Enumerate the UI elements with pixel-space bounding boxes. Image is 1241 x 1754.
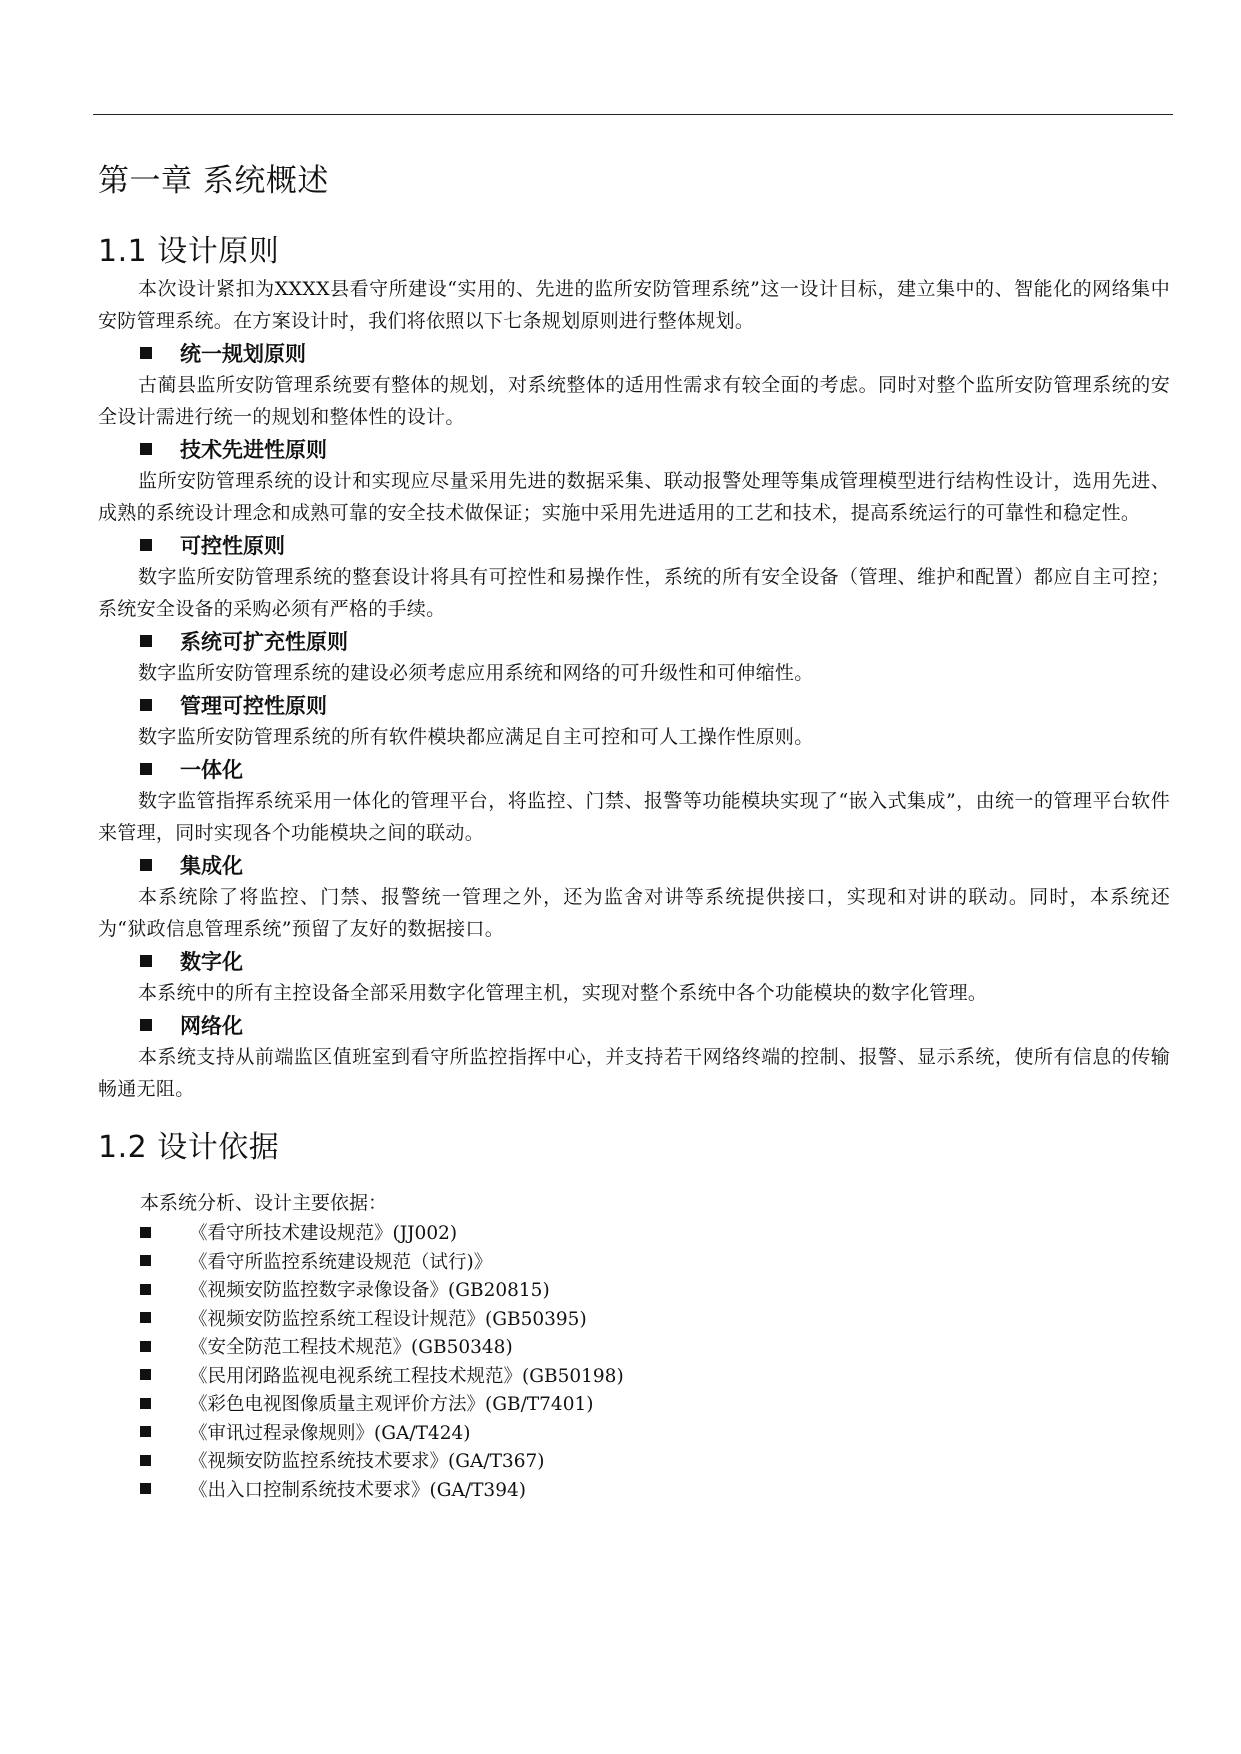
section-1-1-intro: 本次设计紧扣为XXXX县看守所建设“实用的、先进的监所安防管理系统”这一设计目标，建立集中的、智能化的网络集中安防管理系统。在方案设计时，我们将依照以下七条规划原则进行整体规划。: [98, 278, 1170, 332]
square-bullet-icon: [140, 1398, 151, 1409]
principle-heading-text: 技术先进性原则: [180, 438, 327, 462]
principle-item: [98, 689, 1170, 753]
square-bullet-icon: [140, 1369, 151, 1380]
reference-item: [98, 1332, 1170, 1361]
square-bullet-icon: [140, 955, 152, 967]
section-1-1-title: 1.1 设计原则: [98, 234, 280, 269]
principle-heading-text: 系统可扩充性原则: [180, 630, 348, 654]
reference-item: [98, 1218, 1170, 1247]
principle-item: [98, 529, 1170, 625]
principle-heading: [140, 753, 1170, 785]
reference-text: 《视频安防监控系统工程设计规范》(GB50395): [189, 1308, 587, 1330]
principle-heading: [140, 1009, 1170, 1041]
principle-text: 本系统支持从前端监区值班室到看守所监控指挥中心，并支持若干网络终端的控制、报警、显示系统，使所有信息的传输畅通无阻。: [98, 1046, 1170, 1100]
square-bullet-icon: [140, 1019, 152, 1031]
header-rule: [93, 114, 1173, 115]
square-bullet-icon: [140, 443, 152, 455]
square-bullet-icon: [140, 763, 152, 775]
principle-heading: [140, 849, 1170, 881]
principle-heading-text: 数字化: [180, 950, 243, 974]
square-bullet-icon: [140, 1455, 151, 1466]
principle-heading-text: 一体化: [180, 758, 243, 782]
document-body: [98, 160, 1170, 1503]
principle-heading-text: 管理可控性原则: [180, 694, 327, 718]
reference-item: [98, 1361, 1170, 1390]
principle-heading: [140, 529, 1170, 561]
reference-item: [98, 1247, 1170, 1276]
reference-text: 《视频安防监控系统技术要求》(GA/T367): [189, 1451, 545, 1473]
section-1-2-intro: 本系统分析、设计主要依据：: [140, 1192, 388, 1214]
principle-item: [98, 625, 1170, 689]
reference-text: 《看守所技术建设规范》(JJ002): [189, 1223, 458, 1245]
reference-item: [98, 1304, 1170, 1333]
reference-item: [98, 1389, 1170, 1418]
principle-heading: [140, 433, 1170, 465]
reference-text: 《安全防范工程技术规范》(GB50348): [189, 1337, 513, 1359]
principle-heading-text: 网络化: [180, 1014, 243, 1038]
principle-item: [98, 753, 1170, 849]
principle-heading-text: 统一规划原则: [180, 342, 306, 366]
reference-item: [98, 1418, 1170, 1447]
reference-text: 《彩色电视图像质量主观评价方法》(GB/T7401): [189, 1394, 594, 1416]
square-bullet-icon: [140, 1227, 151, 1238]
principle-item: [98, 337, 1170, 433]
reference-text: 《看守所监控系统建设规范（试行)》: [189, 1251, 493, 1273]
principle-item: [98, 433, 1170, 529]
reference-item: [98, 1475, 1170, 1504]
section-1-2-title: 1.2 设计依据: [98, 1130, 280, 1165]
square-bullet-icon: [140, 635, 152, 647]
principle-heading: [140, 689, 1170, 721]
square-bullet-icon: [140, 699, 152, 711]
reference-text: 《视频安防监控数字录像设备》(GB20815): [189, 1280, 550, 1302]
square-bullet-icon: [140, 1426, 151, 1437]
reference-list: [98, 1218, 1170, 1503]
principle-text: 古蔺县监所安防管理系统要有整体的规划，对系统整体的适用性需求有较全面的考虑。同时对整个监所安防管理系统的安全设计需进行统一的规划和整体性的设计。: [98, 374, 1170, 428]
principle-heading: [140, 337, 1170, 369]
principle-text: 数字监所安防管理系统的所有软件模块都应满足自主可控和可人工操作性原则。: [138, 726, 814, 748]
principle-text: 数字监所安防管理系统的整套设计将具有可控性和易操作性，系统的所有安全设备（管理、维护和配置）都应自主可控；系统安全设备的采购必须有严格的手续。: [98, 566, 1170, 620]
reference-text: 《出入口控制系统技术要求》(GA/T394): [189, 1479, 526, 1501]
principle-item: [98, 849, 1170, 945]
chapter-title: 第一章 系统概述: [98, 163, 329, 199]
reference-text: 《民用闭路监视电视系统工程技术规范》(GB50198): [189, 1365, 624, 1387]
square-bullet-icon: [140, 1255, 151, 1266]
principle-text: 本系统中的所有主控设备全部采用数字化管理主机，实现对整个系统中各个功能模块的数字化管理。: [138, 982, 988, 1004]
principle-heading-text: 可控性原则: [180, 534, 285, 558]
principle-text: 数字监所安防管理系统的建设必须考虑应用系统和网络的可升级性和可伸缩性。: [138, 662, 814, 684]
principle-text: 监所安防管理系统的设计和实现应尽量采用先进的数据采集、联动报警处理等集成管理模型进行结构性设计，选用先进、成熟的系统设计理念和成熟可靠的安全技术做保证；实施中采用先进适用的工艺和技术，提高系统运行的可靠性和稳定性。: [98, 470, 1170, 524]
principle-heading: [140, 945, 1170, 977]
principle-text: 数字监管指挥系统采用一体化的管理平台，将监控、门禁、报警等功能模块实现了“嵌入式集成”，由统一的管理平台软件来管理，同时实现各个功能模块之间的联动。: [98, 790, 1170, 844]
square-bullet-icon: [140, 1284, 151, 1295]
reference-text: 《审讯过程录像规则》(GA/T424): [189, 1422, 471, 1444]
square-bullet-icon: [140, 347, 152, 359]
square-bullet-icon: [140, 859, 152, 871]
principles-list: [98, 337, 1170, 1105]
principle-heading-text: 集成化: [180, 854, 243, 878]
square-bullet-icon: [140, 1312, 151, 1323]
square-bullet-icon: [140, 1341, 151, 1352]
reference-item: [98, 1446, 1170, 1475]
square-bullet-icon: [140, 539, 152, 551]
principle-text: 本系统除了将监控、门禁、报警统一管理之外，还为监舍对讲等系统提供接口，实现和对讲的联动。同时，本系统还为“狱政信息管理系统”预留了友好的数据接口。: [98, 886, 1170, 940]
principle-item: [98, 1009, 1170, 1105]
reference-item: [98, 1275, 1170, 1304]
principle-item: [98, 945, 1170, 1009]
square-bullet-icon: [140, 1483, 151, 1494]
principle-heading: [140, 625, 1170, 657]
